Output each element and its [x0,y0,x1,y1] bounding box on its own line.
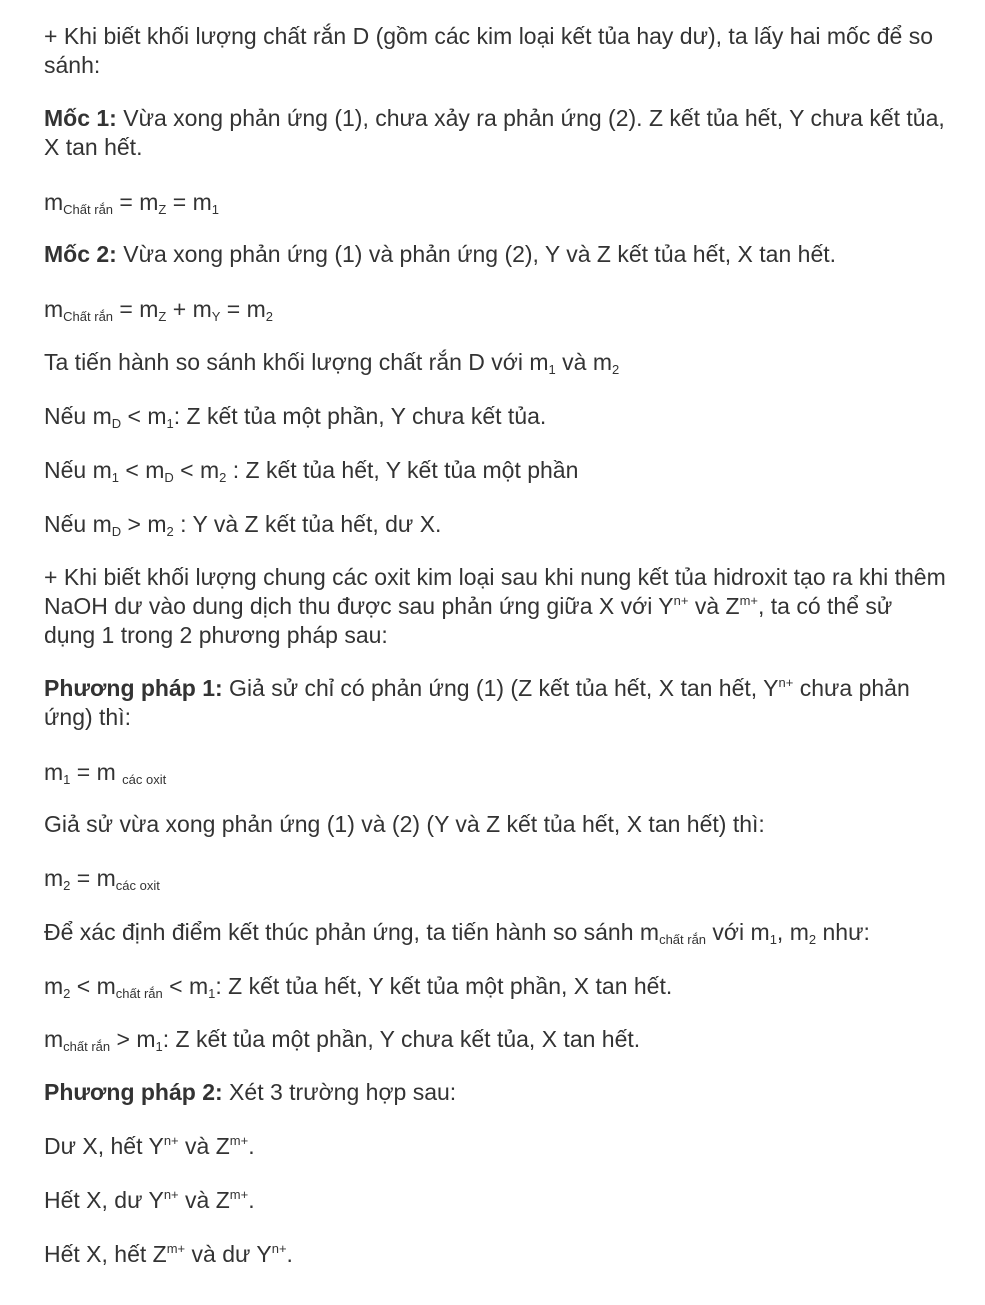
text-run: và dư Y [185,1241,272,1267]
superscript: m+ [739,593,758,608]
subscript: 2 [63,878,71,893]
intro-solid-mass [44,22,949,80]
case-solid-greater-m1 [44,1025,949,1054]
text-run: : Z kết tủa một phần, Y chưa kết tủa, X tan hết. [162,1026,641,1052]
text-run: + m [166,296,212,322]
text-run: = m [113,296,159,322]
superscript: n+ [778,675,794,690]
text-run: Để xác định điểm kết thúc phản ứng, ta tiến hành so sánh m [44,919,660,945]
bold-label: Mốc 2: [44,241,117,267]
subscript: 1 [111,470,119,485]
text-run: và m [555,349,613,375]
subscript: 2 [808,932,817,947]
subscript: D [111,524,122,539]
text-run: > m [121,511,167,537]
formula-m1-oxides [44,758,949,787]
formula-milestone-2 [44,295,949,324]
text-run: = m [220,296,266,322]
text-run: = m [113,189,159,215]
bold-label: Phương pháp 1: [44,675,223,701]
text-run: , ta có thể sử dụng 1 trong 2 phương pháp sau: [44,593,893,648]
milestone-2 [44,240,949,269]
subscript: 1 [63,772,71,787]
text-run: = m [166,189,212,215]
subscript: chất rắn [659,932,707,947]
subscript: Chất rắn [63,309,114,324]
subscript: 1 [155,1039,163,1054]
text-run: Ta tiến hành so sánh khối lượng chất rắn D với m [44,349,549,375]
superscript: n+ [163,1187,179,1202]
text-run: và Z [688,593,740,619]
text-run: m [44,1026,64,1052]
subscript: Z [158,309,167,324]
superscript: n+ [271,1241,287,1256]
text-run: < m [70,973,116,999]
subscript: các oxit [115,878,160,893]
subscript: 2 [166,524,174,539]
subscript: các oxit [122,772,167,787]
text-run: < m [118,457,165,483]
subscript: D [111,416,122,431]
compare-statement [44,348,949,377]
superscript: m+ [229,1133,249,1148]
subscript: chất rắn [115,986,163,1001]
case-md-between [44,456,949,485]
text-run: . [248,1133,255,1159]
text-run: : Z kết tủa một phần, Y chưa kết tủa. [173,403,547,429]
text-run: Dư X, hết Y [44,1133,164,1159]
text-run: m [44,189,64,215]
text-run: < m [162,973,209,999]
text-run: . [286,1241,293,1267]
subscript: Z [158,202,167,217]
case-md-less-m1 [44,402,949,431]
text-run: + Khi biết khối lượng chất rắn D (gồm các kim loại kết tủa hay dư), ta lấy hai mốc để so sánh: [44,23,933,78]
text-run: Giả sử vừa xong phản ứng (1) và (2) (Y và Z kết tủa hết, X tan hết) thì: [44,811,765,837]
subscript: 2 [612,362,620,377]
text-run: . [248,1187,255,1213]
subscript: 1 [166,416,174,431]
subscript: chất rắn [63,1039,111,1054]
formula-milestone-1 [44,188,949,217]
assume-both-reactions [44,810,949,839]
text-run: m [44,296,64,322]
case-excess-x [44,1132,949,1161]
subscript: Chất rắn [63,202,114,217]
text-run: Nếu m [44,457,112,483]
milestone-1 [44,104,949,162]
superscript: n+ [673,593,689,608]
case-excess-y-z [44,1186,949,1215]
case-m2-solid-m1 [44,972,949,1001]
subscript: D [164,470,174,485]
subscript: 2 [63,986,71,1001]
bold-label: Phương pháp 2: [44,1079,223,1105]
bold-label: Mốc 1: [44,105,117,131]
text-run: chưa phản ứng) thì: [44,675,910,730]
text-run: Nếu m [44,403,112,429]
text-run: với m [706,919,770,945]
text-run: > m [110,1026,156,1052]
text-run: , m [776,919,809,945]
subscript: 1 [208,986,216,1001]
text-run: : Z kết tủa hết, Y kết tủa một phần [226,457,579,483]
superscript: m+ [166,1241,186,1256]
text-run: và Z [178,1133,230,1159]
formula-m2-oxides [44,864,949,893]
subscript: 2 [265,309,274,324]
intro-oxide-mass [44,563,949,650]
text-run: như: [816,919,870,945]
text-run: + Khi biết khối lượng chung các oxit kim loại sau khi nung kết tủa hidroxit tạo ra khi thêm NaOH dư vào dung dịch thu được sau phản ứng giữa X với Y [44,564,946,619]
subscript: Y [211,309,221,324]
text-run: Hết X, dư Y [44,1187,164,1213]
text-run: Vừa xong phản ứng (1) và phản ứng (2), Y và Z kết tủa hết, X tan hết. [116,241,837,267]
text-run: = m [70,865,116,891]
text-run: = m [70,759,123,785]
text-run: Nếu m [44,511,112,537]
method-2 [44,1078,949,1107]
text-run: Vừa xong phản ứng (1), chưa xảy ra phản ứng (2). Z kết tủa hết, Y chưa kết tủa, X tan hết. [44,105,945,160]
subscript: 1 [769,932,777,947]
text-run: : Z kết tủa hết, Y kết tủa một phần, X tan hết. [215,973,673,999]
subscript: 2 [219,470,227,485]
text-run: m [44,759,64,785]
text-run: < m [173,457,220,483]
text-run: Giả sử chỉ có phản ứng (1) (Z kết tủa hết, X tan hết, Y [222,675,779,701]
subscript: 1 [211,202,219,217]
text-run: Hết X, hết Z [44,1241,167,1267]
text-run: Xét 3 trường hợp sau: [222,1079,457,1105]
text-run: < m [121,403,167,429]
case-md-greater-m2 [44,510,949,539]
case-excess-y [44,1240,949,1269]
superscript: n+ [163,1133,179,1148]
superscript: m+ [229,1187,249,1202]
method-1 [44,674,949,732]
text-run: m [44,973,64,999]
subscript: 1 [548,362,556,377]
endpoint-statement [44,918,949,947]
text-run: : Y và Z kết tủa hết, dư X. [173,511,442,537]
text-run: m [44,865,64,891]
text-run: và Z [178,1187,230,1213]
